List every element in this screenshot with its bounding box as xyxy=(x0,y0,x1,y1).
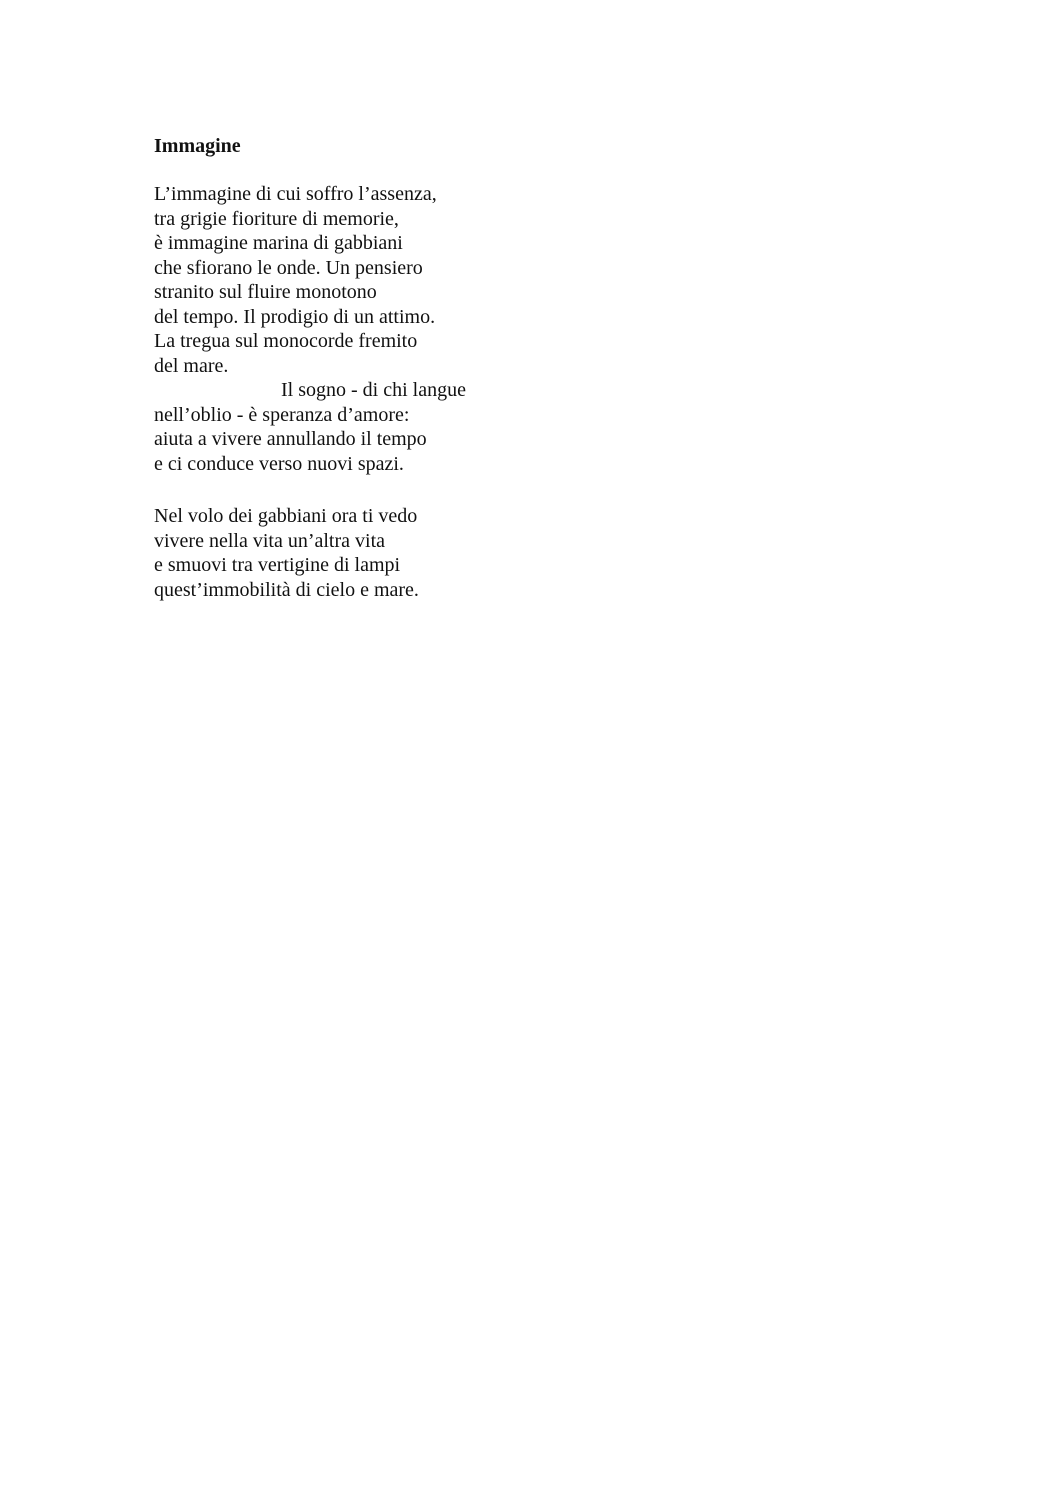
poem-line: Nel volo dei gabbiani ora ti vedo xyxy=(154,505,418,527)
poem-title: Immagine xyxy=(154,135,241,157)
poem-line: del mare. xyxy=(154,354,229,377)
poem-line: e ci conduce verso nuovi spazi. xyxy=(154,452,404,475)
poem-line: del tempo. Il prodigio di un attimo. xyxy=(154,305,436,328)
poem-line: tra grigie fioriture di memorie, xyxy=(154,207,399,230)
poem-line: è immagine marina di gabbiani xyxy=(154,232,403,254)
poem-line-indented: Il sogno - di chi langue xyxy=(281,379,466,401)
poem-line: che sfiorano le onde. Un pensiero xyxy=(154,256,423,279)
poem-line: nell’oblio - è speranza d’amore: xyxy=(154,403,410,426)
poem-line: e smuovi tra vertigine di lampi xyxy=(154,554,401,576)
poem-line: La tregua sul monocorde fremito xyxy=(154,330,418,352)
poem-line: quest’immobilità di cielo e mare. xyxy=(154,578,419,601)
poem-line: stranito sul fluire monotono xyxy=(154,281,377,303)
poem-line: vivere nella vita un’altra vita xyxy=(154,529,386,552)
poem-line: L’immagine di cui soffro l’assenza, xyxy=(154,183,437,205)
stanza-2 xyxy=(154,504,419,602)
stanza-1 xyxy=(154,182,466,476)
poem-line: aiuta a vivere annullando il tempo xyxy=(154,428,427,450)
